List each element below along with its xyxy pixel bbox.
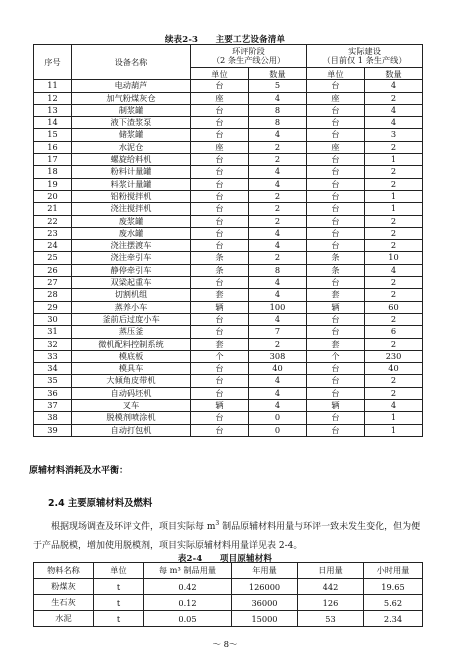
materials-cell: 126000 (232, 579, 298, 595)
materials-cell: 19.65 (364, 579, 423, 595)
cell-qty-actual: 4 (365, 400, 423, 412)
materials-header-row (34, 563, 423, 579)
materials-header-cell: 每 m³ 制品用量 (144, 563, 232, 579)
cell-qty-eia: 2 (249, 190, 307, 202)
cell-unit-actual: 台 (307, 424, 365, 436)
header-qty-eia: 数量 (249, 68, 307, 80)
materials-cell: 53 (298, 611, 364, 627)
cell-qty-eia: 7 (249, 326, 307, 338)
cell-name: 微机配料控制系统 (72, 338, 191, 350)
cell-qty-actual: 2 (365, 178, 423, 190)
materials-cell: 0.05 (144, 611, 232, 627)
equipment-table (33, 44, 423, 437)
materials-header-cell: 年用量 (232, 563, 298, 579)
table-row (34, 289, 423, 301)
header-unit-actual: 单位 (307, 68, 365, 80)
table-row (34, 141, 423, 153)
cell-qty-actual: 40 (365, 363, 423, 375)
table-row (34, 424, 423, 436)
cell-unit-eia: 台 (191, 227, 249, 239)
cell-name: 大倾角皮带机 (72, 375, 191, 387)
cell-qty-actual: 2 (365, 387, 423, 399)
cell-qty-eia: 4 (249, 92, 307, 104)
cell-name: 水泥仓 (72, 141, 191, 153)
cell-unit-eia: 个 (191, 350, 249, 362)
cell-seq: 27 (34, 277, 72, 289)
cell-unit-actual: 台 (307, 277, 365, 289)
cell-seq: 20 (34, 190, 72, 202)
cell-unit-eia: 台 (191, 412, 249, 424)
cell-qty-actual: 2 (365, 289, 423, 301)
cell-seq: 17 (34, 154, 72, 166)
cell-qty-actual: 1 (365, 190, 423, 202)
cell-seq: 29 (34, 301, 72, 313)
table-row (34, 264, 423, 276)
cell-unit-actual: 座 (307, 92, 365, 104)
header-eia-phase-title: 环评阶段 (232, 45, 265, 56)
materials-cell: 生石灰 (34, 595, 94, 611)
materials-cell: t (94, 611, 144, 627)
cell-unit-eia: 台 (191, 80, 249, 92)
table-row (34, 129, 423, 141)
cell-seq: 30 (34, 313, 72, 325)
materials-cell: 粉煤灰 (34, 579, 94, 595)
cell-qty-eia: 8 (249, 264, 307, 276)
materials-cell: 5.62 (364, 595, 423, 611)
table-row (34, 154, 423, 166)
cell-unit-eia: 台 (191, 117, 249, 129)
cell-unit-actual: 套 (307, 338, 365, 350)
cell-qty-eia: 4 (249, 240, 307, 252)
materials-cell: 2.34 (364, 611, 423, 627)
materials-header-cell: 物料名称 (34, 563, 94, 579)
cell-qty-eia: 4 (249, 289, 307, 301)
table-row (34, 412, 423, 424)
cell-unit-actual: 条 (307, 264, 365, 276)
cell-unit-eia: 辆 (191, 400, 249, 412)
cell-seq: 12 (34, 92, 72, 104)
cell-unit-eia: 台 (191, 240, 249, 252)
cell-seq: 19 (34, 178, 72, 190)
cell-seq: 18 (34, 166, 72, 178)
cell-qty-eia: 100 (249, 301, 307, 313)
cell-qty-eia: 0 (249, 424, 307, 436)
cell-seq: 38 (34, 412, 72, 424)
cell-unit-actual: 座 (307, 141, 365, 153)
cell-unit-actual: 台 (307, 190, 365, 202)
cell-name: 制浆罐 (72, 104, 191, 116)
table-row (34, 104, 423, 116)
cell-name: 废浆罐 (72, 215, 191, 227)
cell-unit-actual: 台 (307, 203, 365, 215)
section-heading: 2.4 主要原辅材料及燃料 (48, 498, 153, 509)
header-seq: 序号 (34, 45, 72, 80)
cell-unit-actual: 台 (307, 363, 365, 375)
cell-unit-actual: 辆 (307, 301, 365, 313)
table-row (34, 350, 423, 362)
cell-name: 模底板 (72, 350, 191, 362)
cell-seq: 16 (34, 141, 72, 153)
cell-qty-eia: 8 (249, 104, 307, 116)
header-name: 设备名称 (72, 45, 191, 80)
cell-qty-actual: 1 (365, 154, 423, 166)
cell-unit-eia: 台 (191, 375, 249, 387)
cell-qty-actual: 2 (365, 141, 423, 153)
table-row (34, 190, 423, 202)
table-row (34, 80, 423, 92)
cell-unit-eia: 台 (191, 203, 249, 215)
table-row (34, 338, 423, 350)
cell-seq: 35 (34, 375, 72, 387)
page-number: ～ 8～ (212, 640, 238, 650)
cell-unit-eia: 台 (191, 363, 249, 375)
cell-seq: 11 (34, 80, 72, 92)
cell-unit-actual: 台 (307, 412, 365, 424)
cell-unit-actual: 台 (307, 154, 365, 166)
cell-seq: 34 (34, 363, 72, 375)
cell-unit-actual: 台 (307, 215, 365, 227)
cell-unit-eia: 辆 (191, 301, 249, 313)
materials-table (33, 562, 423, 627)
cell-name: 自动打包机 (72, 424, 191, 436)
cell-unit-actual: 台 (307, 227, 365, 239)
cell-seq: 23 (34, 227, 72, 239)
paragraph-text-2: 制品原辅材料用量与环评一致未发生变化，但为便于产品脱模，增加使用脱模剂，项目实际原辅材料用量详见表 2-4。 (33, 522, 421, 551)
cell-name: 脱模剂喷涂机 (72, 412, 191, 424)
cell-unit-eia: 套 (191, 338, 249, 350)
cell-qty-eia: 4 (249, 400, 307, 412)
table-row (34, 313, 423, 325)
table-row (34, 400, 423, 412)
cell-qty-actual: 2 (365, 240, 423, 252)
paragraph-text-1: 根据现场调查及环评文件，项目实际每 m (51, 522, 216, 532)
cell-name: 模具车 (72, 363, 191, 375)
cell-qty-actual: 2 (365, 166, 423, 178)
cell-qty-eia: 4 (249, 375, 307, 387)
cell-qty-eia: 8 (249, 117, 307, 129)
table-row (34, 215, 423, 227)
cell-unit-actual: 台 (307, 326, 365, 338)
table-row (34, 579, 423, 595)
cell-qty-eia: 2 (249, 338, 307, 350)
cell-name: 自动码坯机 (72, 387, 191, 399)
cell-unit-actual: 台 (307, 129, 365, 141)
table-row (34, 375, 423, 387)
cell-seq: 22 (34, 215, 72, 227)
materials-cell: 0.42 (144, 579, 232, 595)
cell-name: 静停牵引车 (72, 264, 191, 276)
cell-name: 螺旋给料机 (72, 154, 191, 166)
materials-note-heading: 原辅材料消耗及水平衡： (29, 466, 129, 476)
cell-qty-eia: 4 (249, 227, 307, 239)
cell-seq: 32 (34, 338, 72, 350)
cell-seq: 37 (34, 400, 72, 412)
cell-seq: 33 (34, 350, 72, 362)
cell-unit-eia: 座 (191, 92, 249, 104)
table-row (34, 277, 423, 289)
cell-seq: 39 (34, 424, 72, 436)
table-row (34, 117, 423, 129)
cell-seq: 25 (34, 252, 72, 264)
cell-seq: 15 (34, 129, 72, 141)
materials-cell: 15000 (232, 611, 298, 627)
cell-unit-actual: 辆 (307, 400, 365, 412)
table-row (34, 92, 423, 104)
cell-unit-actual: 台 (307, 178, 365, 190)
materials-cell: t (94, 579, 144, 595)
cell-unit-eia: 台 (191, 277, 249, 289)
materials-paragraph (33, 514, 425, 556)
cell-qty-actual: 1 (365, 203, 423, 215)
cell-unit-eia: 台 (191, 326, 249, 338)
cell-name: 储浆罐 (72, 129, 191, 141)
table-row (34, 326, 423, 338)
cell-qty-eia: 308 (249, 350, 307, 362)
materials-header-cell: 单位 (94, 563, 144, 579)
cell-unit-actual: 个 (307, 350, 365, 362)
materials-header-cell: 日用量 (298, 563, 364, 579)
cell-unit-eia: 台 (191, 178, 249, 190)
cell-qty-actual: 1 (365, 424, 423, 436)
cell-unit-actual: 台 (307, 166, 365, 178)
table-row (34, 611, 423, 627)
header-actual-sub: （目前仅 1 条生产线） (322, 55, 407, 65)
cell-qty-actual: 1 (365, 412, 423, 424)
cell-qty-eia: 5 (249, 80, 307, 92)
cell-name: 叉车 (72, 400, 191, 412)
header-unit-eia: 单位 (191, 68, 249, 80)
cell-qty-actual: 2 (365, 215, 423, 227)
cell-qty-actual: 6 (365, 326, 423, 338)
cell-qty-actual: 4 (365, 264, 423, 276)
cell-name: 液下渣浆泵 (72, 117, 191, 129)
cell-unit-eia: 条 (191, 264, 249, 276)
materials-header-cell: 小时用量 (364, 563, 423, 579)
cell-name: 废水罐 (72, 227, 191, 239)
cell-name: 加气粉煤灰仓 (72, 92, 191, 104)
materials-cell: t (94, 595, 144, 611)
cell-unit-actual: 条 (307, 252, 365, 264)
cell-unit-eia: 台 (191, 190, 249, 202)
table-row (34, 240, 423, 252)
materials-cell: 126 (298, 595, 364, 611)
table-row (34, 227, 423, 239)
cell-seq: 28 (34, 289, 72, 301)
cell-qty-eia: 2 (249, 154, 307, 166)
cell-qty-actual: 3 (365, 129, 423, 141)
cell-name: 浇注搅拌机 (72, 203, 191, 215)
table-row (34, 252, 423, 264)
cell-unit-eia: 台 (191, 154, 249, 166)
cell-qty-eia: 2 (249, 252, 307, 264)
cell-qty-eia: 4 (249, 178, 307, 190)
cell-qty-eia: 4 (249, 313, 307, 325)
cell-name: 蒸养小车 (72, 301, 191, 313)
cell-qty-actual: 230 (365, 350, 423, 362)
cell-qty-actual: 4 (365, 80, 423, 92)
cell-name: 料浆计量罐 (72, 178, 191, 190)
cell-unit-actual: 台 (307, 117, 365, 129)
paragraph-superscript: 3 (215, 520, 220, 527)
header-eia-phase-sub: （2 条生产线公用） (211, 55, 286, 65)
cell-unit-eia: 座 (191, 141, 249, 153)
cell-unit-actual: 台 (307, 80, 365, 92)
cell-name: 双梁起重车 (72, 277, 191, 289)
cell-unit-eia: 套 (191, 289, 249, 301)
table-row (34, 595, 423, 611)
cell-unit-eia: 台 (191, 104, 249, 116)
cell-unit-actual: 台 (307, 375, 365, 387)
table-row (34, 387, 423, 399)
cell-seq: 31 (34, 326, 72, 338)
materials-cell: 水泥 (34, 611, 94, 627)
table-row (34, 203, 423, 215)
header-actual (307, 45, 423, 68)
table-row (34, 363, 423, 375)
header-actual-title: 实际建设 (348, 45, 381, 56)
cell-qty-eia: 2 (249, 215, 307, 227)
header-eia-phase (191, 45, 307, 68)
cell-qty-actual: 2 (365, 338, 423, 350)
cell-qty-eia: 4 (249, 277, 307, 289)
cell-qty-actual: 4 (365, 104, 423, 116)
cell-qty-eia: 4 (249, 129, 307, 141)
cell-qty-eia: 2 (249, 141, 307, 153)
cell-qty-eia: 4 (249, 387, 307, 399)
cell-qty-actual: 2 (365, 375, 423, 387)
cell-seq: 24 (34, 240, 72, 252)
cell-qty-eia: 4 (249, 166, 307, 178)
cell-seq: 14 (34, 117, 72, 129)
cell-qty-actual: 2 (365, 227, 423, 239)
cell-qty-actual: 2 (365, 313, 423, 325)
cell-name: 浇注摆渡车 (72, 240, 191, 252)
cell-qty-eia: 40 (249, 363, 307, 375)
cell-qty-actual: 2 (365, 277, 423, 289)
cell-qty-actual: 10 (365, 252, 423, 264)
header-qty-actual: 数量 (365, 68, 423, 80)
cell-seq: 21 (34, 203, 72, 215)
materials-cell: 0.12 (144, 595, 232, 611)
cell-qty-actual: 2 (365, 92, 423, 104)
cell-unit-eia: 台 (191, 424, 249, 436)
cell-name: 电动葫芦 (72, 80, 191, 92)
cell-seq: 13 (34, 104, 72, 116)
cell-unit-eia: 台 (191, 387, 249, 399)
cell-seq: 26 (34, 264, 72, 276)
cell-qty-eia: 2 (249, 203, 307, 215)
table-row (34, 166, 423, 178)
cell-name: 浇注牵引车 (72, 252, 191, 264)
cell-seq: 36 (34, 387, 72, 399)
cell-unit-actual: 台 (307, 387, 365, 399)
cell-unit-eia: 条 (191, 252, 249, 264)
materials-table-title: 表2-4 项目原辅材料 (177, 554, 273, 564)
table-row (34, 178, 423, 190)
table-row (34, 301, 423, 313)
cell-unit-eia: 台 (191, 313, 249, 325)
cell-unit-actual: 台 (307, 313, 365, 325)
cell-unit-eia: 台 (191, 129, 249, 141)
cell-unit-eia: 台 (191, 215, 249, 227)
materials-cell: 36000 (232, 595, 298, 611)
cell-name: 釜前后过度小车 (72, 313, 191, 325)
cell-unit-actual: 套 (307, 289, 365, 301)
cell-name: 蒸压釜 (72, 326, 191, 338)
cell-qty-actual: 60 (365, 301, 423, 313)
materials-cell: 442 (298, 579, 364, 595)
cell-qty-eia: 0 (249, 412, 307, 424)
cell-qty-actual: 4 (365, 117, 423, 129)
equipment-table-title: 续表2-3 主要工艺设备清单 (164, 35, 286, 45)
cell-unit-actual: 台 (307, 240, 365, 252)
cell-name: 铝粉搅拌机 (72, 190, 191, 202)
cell-unit-actual: 台 (307, 104, 365, 116)
cell-name: 切割机组 (72, 289, 191, 301)
cell-unit-eia: 台 (191, 166, 249, 178)
cell-name: 粉料计量罐 (72, 166, 191, 178)
